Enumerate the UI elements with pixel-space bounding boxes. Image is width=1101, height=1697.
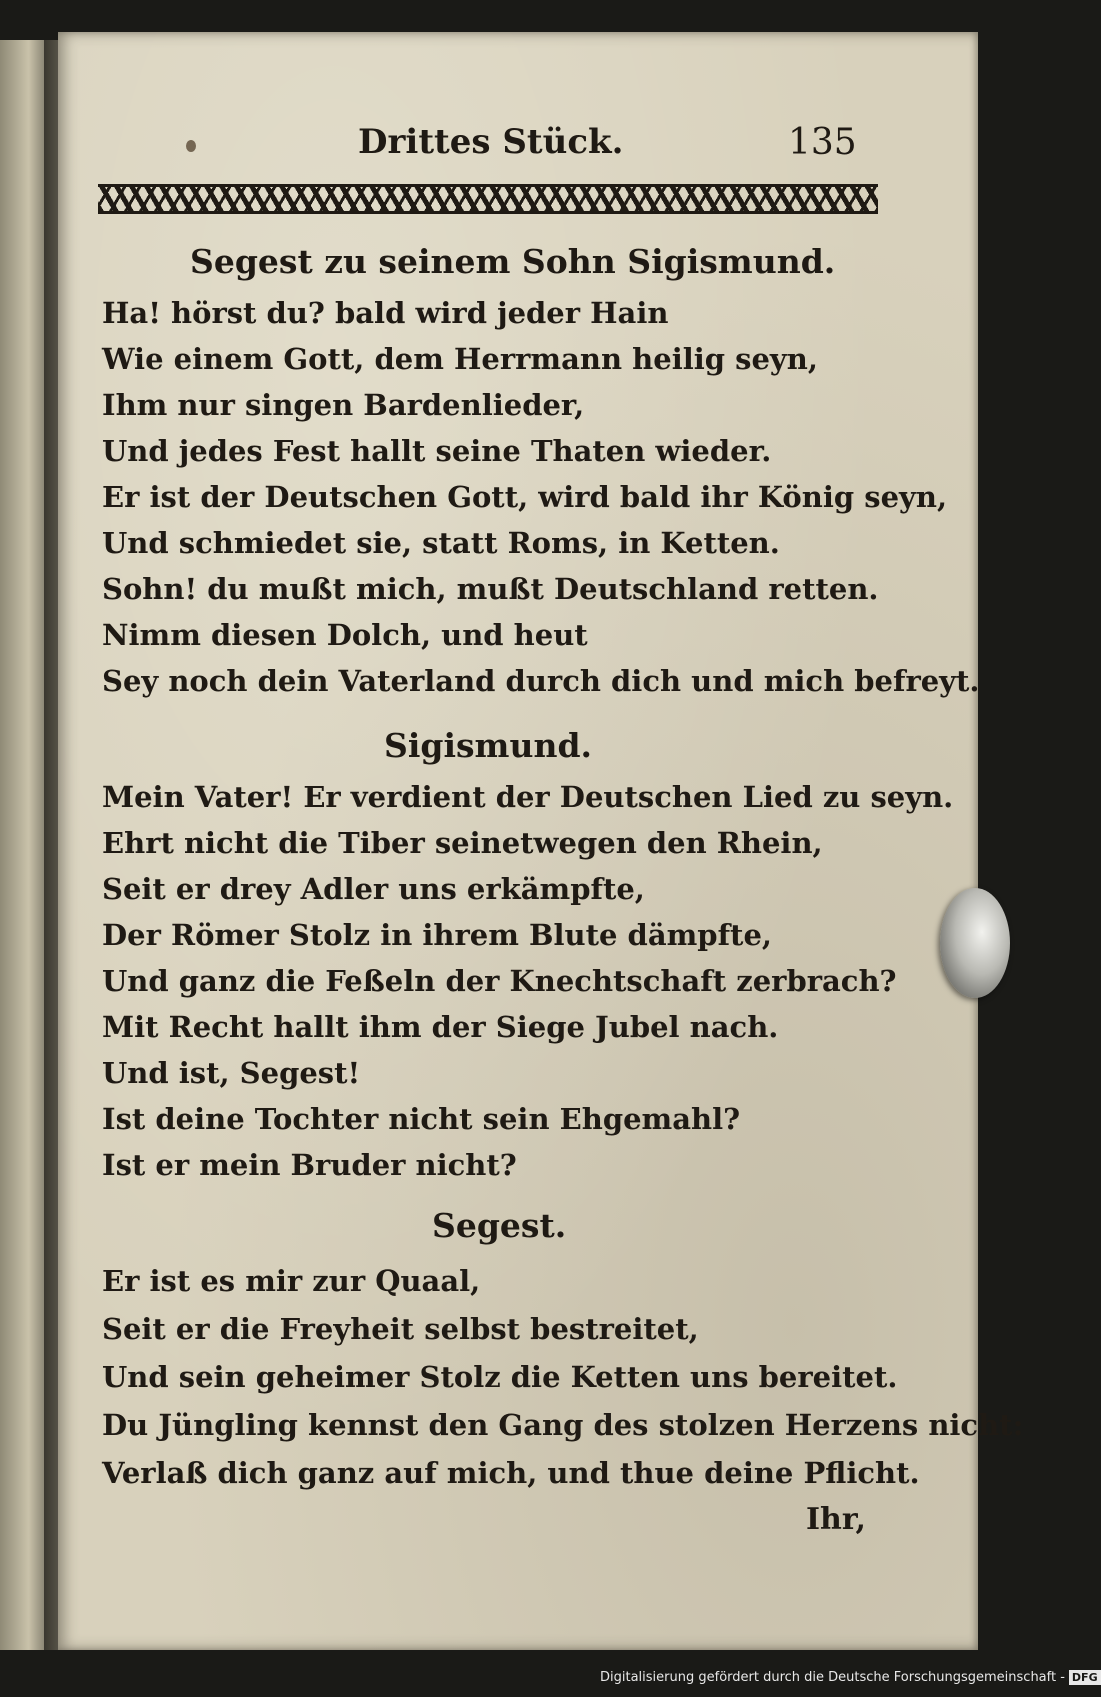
- speaker-heading: Sigismund.: [384, 726, 593, 765]
- verse-line: Er ist der Deutschen Gott, wird bald ihr König seyn,: [102, 480, 948, 514]
- verse-line: Seit er die Freyheit selbst bestreitet,: [102, 1312, 699, 1346]
- verse-line: Wie einem Gott, dem Herrmann heilig seyn,: [102, 342, 818, 376]
- verse-line: Der Römer Stolz in ihrem Blute dämpfte,: [102, 918, 773, 952]
- verse-line: Mein Vater! Er verdient der Deutschen Lied zu seyn.: [102, 780, 954, 814]
- dfg-logo-icon: DFG: [1069, 1670, 1101, 1685]
- verse-line: Ehrt nicht die Tiber seinetwegen den Rhein,: [102, 826, 823, 860]
- verse-line: Nimm diesen Dolch, und heut: [102, 618, 588, 652]
- page-clip: [940, 888, 1010, 998]
- running-header: Drittes Stück.: [358, 122, 624, 162]
- ornamental-rule: [98, 184, 878, 214]
- digitization-credit: [600, 1670, 1101, 1690]
- verse-line: Ist er mein Bruder nicht?: [102, 1148, 517, 1182]
- verse-line: Und ist, Segest!: [102, 1056, 361, 1090]
- verse-line: Und sein geheimer Stolz die Ketten uns bereitet.: [102, 1360, 898, 1394]
- verse-line: Verlaß dich ganz auf mich, und thue deine Pflicht.: [102, 1456, 920, 1490]
- verse-line: Ihm nur singen Bardenlieder,: [102, 388, 585, 422]
- verse-line: Und ganz die Feßeln der Knechtschaft zerbrach?: [102, 964, 897, 998]
- speaker-heading: Segest.: [432, 1206, 567, 1245]
- verse-line: Und jedes Fest hallt seine Thaten wieder.: [102, 434, 772, 468]
- page-number: 135: [788, 122, 857, 163]
- paper-stain: [186, 140, 196, 152]
- verse-line: Ha! hörst du? bald wird jeder Hain: [102, 296, 669, 330]
- verse-line: Seit er drey Adler uns erkämpfte,: [102, 872, 645, 906]
- verse-line: Und schmiedet sie, statt Roms, in Ketten.: [102, 526, 780, 560]
- catchword: Ihr,: [806, 1502, 866, 1537]
- verse-line: Ist deine Tochter nicht sein Ehgemahl?: [102, 1102, 741, 1136]
- verse-line: Du Jüngling kennst den Gang des stolzen Herzens nicht:: [102, 1408, 1024, 1442]
- speaker-heading: Segest zu seinem Sohn Sigismund.: [190, 242, 836, 281]
- verse-line: Sohn! du mußt mich, mußt Deutschland retten.: [102, 572, 879, 606]
- verse-line: Sey noch dein Vaterland durch dich und mich befreyt.: [102, 664, 980, 698]
- verse-line: Er ist es mir zur Quaal,: [102, 1264, 481, 1298]
- verse-line: Mit Recht hallt ihm der Siege Jubel nach.: [102, 1010, 779, 1044]
- credit-text: Digitalisierung gefördert durch die Deutsche Forschungsgemeinschaft -: [600, 1670, 1065, 1685]
